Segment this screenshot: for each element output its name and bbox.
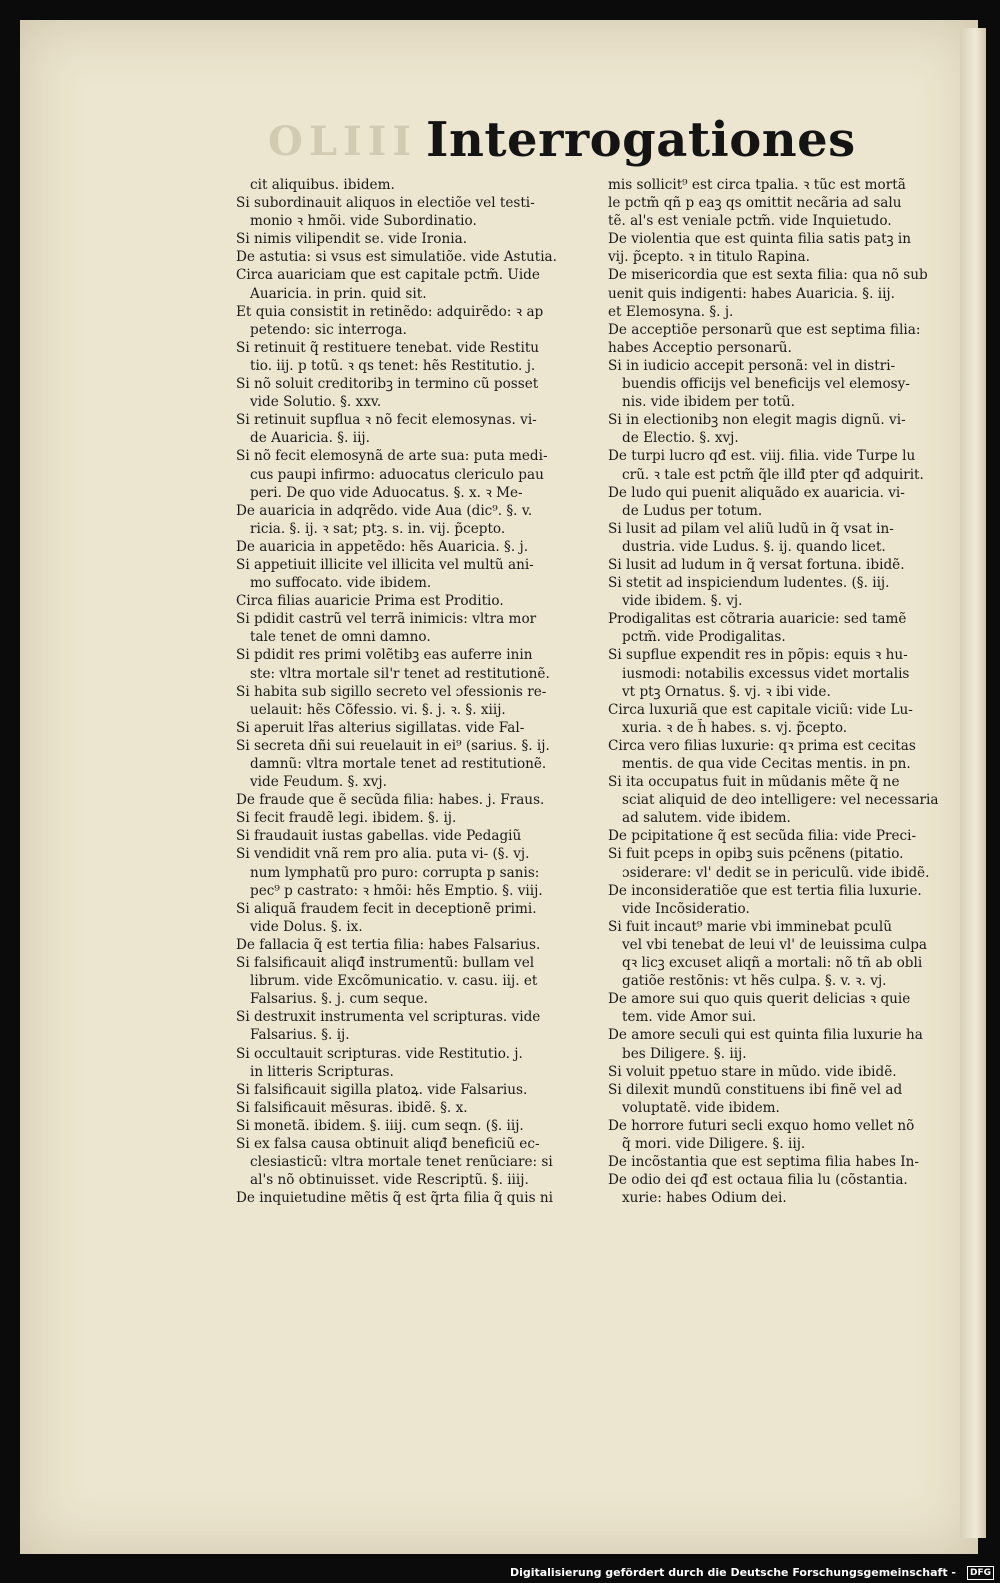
text-line: vide Dolus. §. ix.: [250, 918, 363, 935]
text-line: sciat aliquid de deo intelligere: vel necessaria: [622, 792, 939, 809]
text-line: dustria. vide Ludus. §. ij. quando licet.: [622, 538, 886, 555]
text-line: pctm̃. vide Prodigalitas.: [622, 629, 786, 646]
text-line: Si retinuit supflua ꝛ nõ fecit elemosynas. vi-: [236, 412, 537, 429]
text-line: Si fuit incaut⁹ marie vbi imminebat pculũ: [608, 918, 893, 935]
text-line: De inquietudine mẽtis q̃ est q̃rta filia q̃ quis ni: [236, 1190, 553, 1207]
text-line: Si stetit ad inspiciendum ludentes. (§. iij.: [608, 575, 890, 592]
text-line: xurie: habes Odium dei.: [622, 1190, 787, 1207]
text-line: De incõstantia que est septima filia habes In-: [608, 1154, 919, 1171]
text-line: tale tenet de omni damno.: [250, 629, 431, 646]
text-line: iusmodi: notabilis excessus videt mortalis: [622, 665, 910, 682]
text-line: Si retinuit q̃ restituere tenebat. vide Restitu: [236, 339, 540, 356]
text-line: De inconsideratiõe que est tertia filia luxurie.: [608, 882, 922, 899]
text-line: Si nõ fecit elemosynã de arte sua: puta medi-: [236, 448, 548, 465]
text-line: De violentia que est quinta filia satis patꝫ in: [608, 231, 911, 248]
text-line: ɔsiderare: vl' dedit se in periculũ. vide ibidẽ.: [622, 864, 930, 881]
text-line: Si falsificauit aliqđ instrumentũ: bullam vel: [236, 955, 535, 972]
text-line: tem. vide Amor sui.: [622, 1009, 757, 1026]
right-text-column: [608, 176, 960, 1207]
text-line: Si voluit ppetuo stare in mũdo. vide ibidẽ.: [608, 1063, 897, 1080]
text-line: Si pdidit res primi volẽtibꝫ eas auferre inin: [236, 647, 533, 664]
text-line: nis. vide ibidem per totũ.: [622, 394, 795, 411]
text-line: Si supflue expendit res in põpis: equis ꝛ hu-: [608, 647, 908, 664]
text-line: Si dilexit mundũ constituens ibi finẽ vel ad: [608, 1081, 903, 1098]
text-line: Si in iudicio accepit personã: vel in distri-: [608, 357, 896, 374]
text-line: habes Acceptio personarũ.: [608, 339, 792, 356]
text-line: Si destruxit instrumenta vel scripturas. vide: [236, 1009, 541, 1026]
text-line: Si in electionibꝫ non elegit magis dignũ. vi-: [608, 412, 906, 429]
text-line: et Elemosyna. §. j.: [608, 303, 734, 320]
text-line: De acceptiõe personarũ que est septima filia:: [608, 321, 921, 338]
text-line: petendo: sic interroga.: [250, 321, 407, 338]
text-line: bes Diligere. §. iij.: [622, 1045, 747, 1062]
text-line: uelauit: hẽs Cõfessio. vi. §. j. ꝛ. §. xiij.: [250, 701, 506, 718]
text-line: de Auaricia. §. iij.: [250, 430, 370, 447]
text-line: Si fecit fraudẽ legi. ibidem. §. ij.: [236, 810, 457, 827]
text-line: Circa vero filias luxurie: qꝛ prima est cecitas: [608, 737, 916, 754]
text-line: Si lusit ad pilam vel aliũ ludũ in q̃ vsat in-: [608, 520, 894, 537]
text-line: Falsarius. §. j. cum seque.: [250, 991, 428, 1008]
text-line: ricia. §. ij. ꝛ sat; ptꝫ. s. in. vij. p̃cepto.: [250, 520, 506, 537]
text-line: De turpi lucro qđ est. viij. filia. vide Turpe lu: [608, 448, 916, 465]
text-line: crũ. ꝛ tale est pctm̃ q̃le illđ pter qđ adquirit.: [622, 466, 924, 483]
text-line: damnũ: vltra mortale tenet ad restitutionẽ.: [250, 756, 547, 772]
text-line: Circa filias auaricie Prima est Proditio.: [236, 593, 504, 610]
text-line: Circa auariciam que est capitale pctm̃. Uide: [236, 267, 540, 284]
text-line: Circa luxuriã que est capitale viciũ: vide Lu-: [608, 701, 913, 718]
text-line: Prodigalitas est cõtraria auaricie: sed tamẽ: [608, 611, 907, 628]
text-line: xuria. ꝛ de h̃ habes. s. vj. p̃cepto.: [622, 719, 848, 736]
text-line: Si secreta dñi sui reuelauit in ei⁹ (sarius. §. ij.: [236, 737, 550, 754]
text-line: Si monetã. ibidem. §. iiij. cum seqn. (§. iij.: [236, 1117, 524, 1134]
text-line: vide Solutio. §. xxv.: [250, 394, 382, 411]
text-line: tio. iij. p totũ. ꝛ qs tenet: hẽs Restitutio. j.: [250, 357, 536, 374]
text-line: num lymphatũ pro puro: corrupta p sanis:: [250, 864, 540, 881]
text-line: De amore seculi qui est quinta filia luxurie ha: [608, 1027, 923, 1044]
text-line: De fraude que ẽ secũda filia: habes. j. Fraus.: [236, 792, 545, 809]
text-line: clesiasticũ: vltra mortale tenet renũciare: si: [250, 1154, 553, 1171]
text-line: al's nõ obtinuisset. vide Rescriptũ. §. iiij.: [250, 1172, 529, 1189]
text-line: le pctm̃ qñ p eaꝫ qs omittit necãria ad salu: [608, 195, 902, 212]
text-line: uenit quis indigenti: habes Auaricia. §. iij.: [608, 285, 895, 302]
text-line: Si habita sub sigillo secreto vel ɔfessionis re-: [236, 683, 547, 700]
text-line: De misericordia que est sexta filia: qua nõ sub: [608, 267, 928, 284]
text-line: pec⁹ p castrato: ꝛ hmõi: hẽs Emptio. §. viij.: [250, 882, 543, 899]
text-line: Auaricia. in prin. quid sit.: [250, 285, 427, 302]
text-line: librum. vide Excõmunicatio. v. casu. iij. et: [250, 973, 538, 990]
text-line: Si fraudauit iustas gabellas. vide Pedagiũ: [236, 828, 522, 845]
text-line: Si appetiuit illicite vel illicita vel multũ ani-: [236, 556, 534, 573]
running-heading: Interrogationes: [426, 112, 856, 168]
text-line: De auaricia in appetẽdo: hẽs Auaricia. §. j.: [236, 538, 529, 555]
text-line: Si aperuit lr̃as alterius sigillatas. vide Fal-: [236, 719, 525, 736]
text-line: de Electio. §. xvj.: [622, 430, 739, 447]
text-line: Falsarius. §. ij.: [250, 1027, 350, 1044]
text-line: qꝛ licꝫ excuset aliqñ a mortali: nõ tñ ab obli: [622, 955, 923, 972]
text-line: monio ꝛ hmõi. vide Subordinatio.: [250, 213, 477, 230]
text-line: De ludo qui puenit aliquãdo ex auaricia. vi-: [608, 484, 905, 501]
left-text-column: [236, 176, 596, 1207]
text-line: buendis officijs vel beneficijs vel elemosy-: [622, 376, 910, 393]
text-line: voluptatẽ. vide ibidem.: [622, 1099, 780, 1116]
text-line: vide ibidem. §. vj.: [622, 593, 743, 610]
text-line: De amore sui quo quis querit delicias ꝛ quie: [608, 991, 911, 1008]
text-line: De astutia: si vsus est simulatiõe. vide Astutia.: [236, 249, 557, 266]
text-line: Si nimis vilipendit se. vide Ironia.: [236, 231, 468, 248]
text-line: de Ludus per totum.: [622, 502, 763, 519]
text-line: in litteris Scripturas.: [250, 1063, 394, 1080]
text-line: ste: vltra mortale sil'r tenet ad restitutionẽ.: [250, 665, 550, 682]
show-through-heading: OLIII: [268, 118, 418, 165]
text-line: vel vbi tenebat de leui vl' de leuissima culpa: [622, 936, 928, 953]
text-line: De fallacia q̃ est tertia filia: habes Falsarius.: [236, 936, 541, 953]
text-line: Si aliquã fraudem fecit in deceptionẽ primi.: [236, 900, 537, 917]
text-line: De horrore futuri secli exquo homo vellet nõ: [608, 1117, 915, 1134]
text-line: mentis. de qua vide Cecitas mentis. in pn.: [622, 756, 911, 772]
digitization-credit: Digitalisierung gefördert durch die Deutsche Forschungsgemeinschaft -: [509, 1566, 956, 1579]
text-line: ad salutem. vide ibidem.: [622, 810, 791, 827]
text-line: vt ptꝫ Ornatus. §. vj. ꝛ ibi vide.: [622, 683, 831, 700]
text-line: peri. De quo vide Aduocatus. §. x. ꝛ Me-: [250, 484, 523, 501]
text-line: gatiõe restõnis: vt hẽs culpa. §. v. ꝛ. vj.: [622, 973, 887, 990]
text-line: mo suffocato. vide ibidem.: [250, 575, 432, 592]
text-line: Si falsificauit sigilla platoꝝ. vide Falsarius.: [236, 1081, 528, 1098]
text-line: Et quia consistit in retinẽdo: adquirẽdo: ꝛ ap: [236, 303, 544, 320]
text-line: cus paupi infirmo: aduocatus clericulo pau: [250, 466, 544, 483]
text-line: Si vendidit vnã rem pro alia. puta vi- (§. vj.: [236, 846, 530, 863]
text-line: cit aliquibus. ibidem.: [250, 177, 395, 193]
text-line: Si falsificauit mẽsuras. ibidẽ. §. x.: [236, 1099, 468, 1116]
text-line: Si fuit pceps in opibꝫ suis pcẽnens (pitatio.: [608, 846, 904, 863]
dfg-logo: DFG: [967, 1566, 994, 1580]
text-line: De auaricia in adqrẽdo. vide Aua (dic⁹. §. v.: [236, 502, 533, 519]
text-line: tẽ. al's est veniale pctm̃. vide Inquietudo.: [608, 213, 892, 230]
text-line: Si subordinauit aliquos in electiõe vel testi-: [236, 195, 535, 212]
page-fore-edge: [960, 28, 986, 1538]
text-line: Si ita occupatus fuit in mũdanis mẽte q̃ ne: [608, 774, 900, 791]
text-line: Si lusit ad ludum in q̃ versat fortuna. ibidẽ.: [608, 556, 905, 573]
text-line: vij. p̃cepto. ꝛ in titulo Rapina.: [608, 249, 810, 266]
text-line: De pcipitatione q̃ est secũda filia: vide Preci-: [608, 828, 917, 845]
text-line: Si pdidit castrũ vel terrã inimicis: vltra mor: [236, 611, 537, 628]
text-line: Si nõ soluit creditoribꝫ in termino cũ posset: [236, 376, 539, 393]
text-line: Si ex falsa causa obtinuit aliqđ beneficiũ ec-: [236, 1135, 540, 1152]
text-line: vide Incõsideratio.: [622, 900, 750, 917]
text-line: q̃ mori. vide Diligere. §. iij.: [622, 1135, 806, 1152]
text-line: mis sollicit⁹ est circa tpalia. ꝛ tũc est mortã: [608, 177, 906, 193]
text-line: De odio dei qđ est octaua filia lu (cõstantia.: [608, 1172, 908, 1189]
text-line: vide Feudum. §. xvj.: [250, 774, 387, 791]
text-line: Si occultauit scripturas. vide Restitutio. j.: [236, 1045, 523, 1062]
